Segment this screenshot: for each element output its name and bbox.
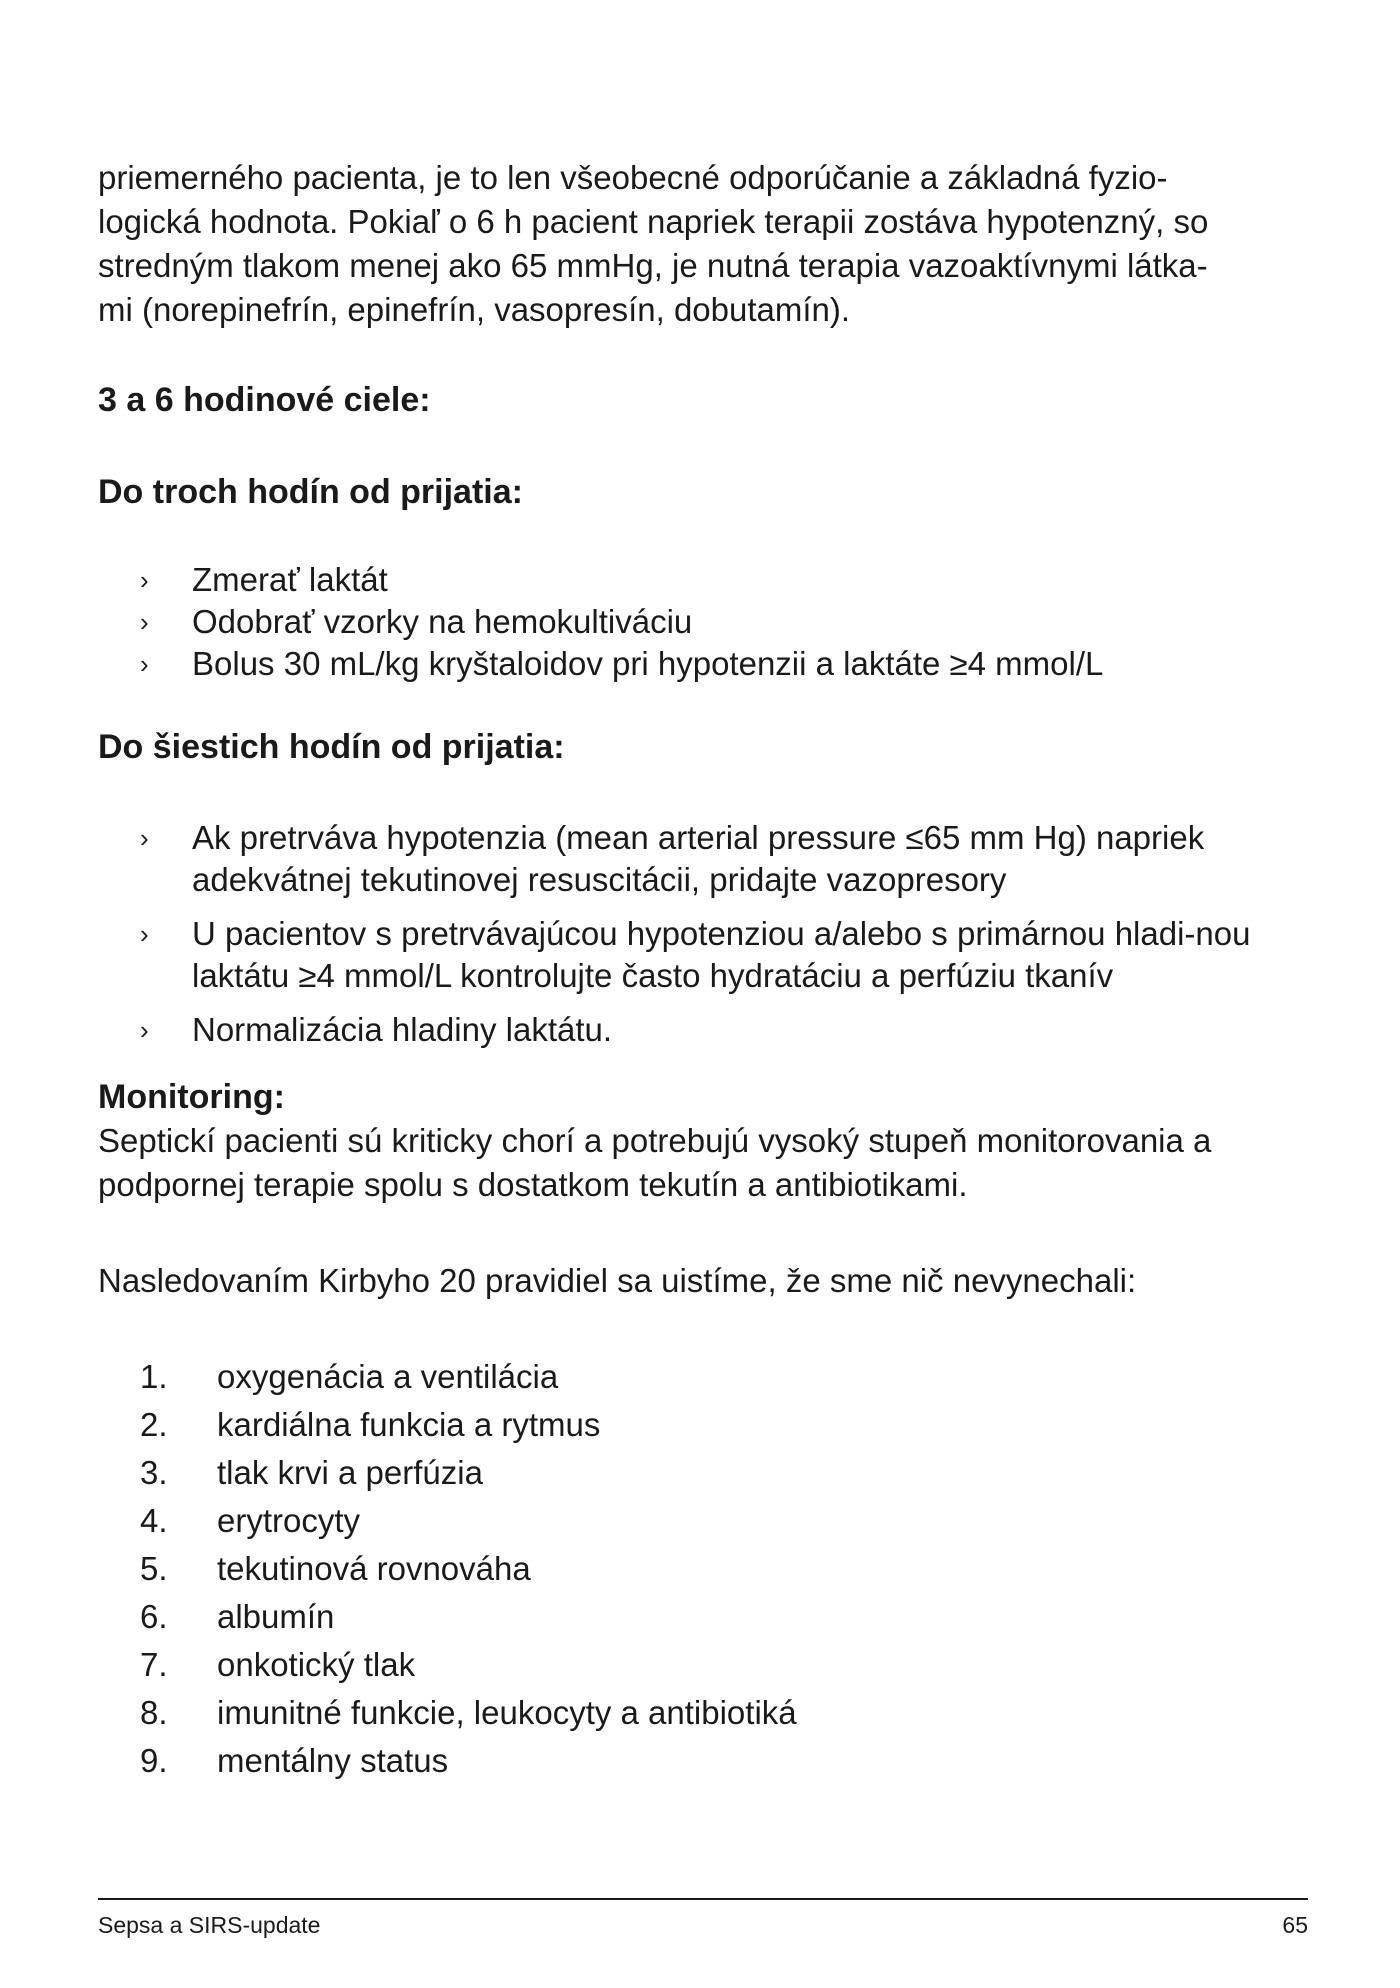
goals-heading: 3 a 6 hodinové ciele: <box>98 381 431 419</box>
list-item <box>98 1449 1308 1497</box>
list-item <box>98 1641 1308 1689</box>
list-item <box>98 1737 1308 1785</box>
bullet-marker: › <box>140 1015 149 1045</box>
intro-line: logická hodnota. Pokiaľ o 6 h pacient napriek terapii zostáva hypotenzný, so <box>98 203 1209 240</box>
list-item-text: U pacientov s pretrvávajúcou hypotenziou a/alebo s primárnou hladi-nou laktátu ≥4 mmol/L kontrolujte často hydratáciu a perfúziu tkanív <box>192 915 1251 994</box>
list-number: 4. <box>140 1502 168 1539</box>
list-item-text: erytrocyty <box>217 1502 361 1539</box>
page-footer <box>98 1898 1308 1940</box>
kirby-intro-paragraph: Nasledovaním Kirbyho 20 pravidiel sa uistíme, že sme nič nevynechali: <box>98 1262 1137 1299</box>
list-item-text: oxygenácia a ventilácia <box>217 1358 559 1395</box>
bullet-marker: › <box>140 565 149 595</box>
list-number: 2. <box>140 1406 168 1443</box>
intro-paragraph <box>98 156 1308 332</box>
list-item-text: kardiálna funkcia a rytmus <box>217 1406 601 1443</box>
list-item <box>98 643 1308 685</box>
list-number: 3. <box>140 1454 168 1491</box>
bullet-marker: › <box>140 607 149 637</box>
page-content <box>98 156 1308 1785</box>
list-item <box>98 1353 1308 1401</box>
list-number: 7. <box>140 1646 168 1683</box>
list-item-text: Odobrať vzorky na hemokultiváciu <box>192 603 693 640</box>
bullet-marker: › <box>140 823 149 853</box>
monitoring-paragraph: Septickí pacienti sú kriticky chorí a potrebujú vysoký stupeň monitorovania a podpornej terapie spolu s dostatkom tekutín a antibiotikami. <box>98 1122 1212 1203</box>
list-item <box>98 1401 1308 1449</box>
list-item-text: Zmerať laktát <box>192 561 388 598</box>
list-item <box>98 559 1308 601</box>
list-item <box>98 1545 1308 1593</box>
list-number: 5. <box>140 1550 168 1587</box>
list-item-text: albumín <box>217 1598 335 1635</box>
three-hours-list <box>98 559 1308 685</box>
page-number: 65 <box>1282 1912 1308 1938</box>
list-item-text: imunitné funkcie, leukocyty a antibiotiká <box>217 1694 797 1731</box>
six-hours-heading: Do šiestich hodín od prijatia: <box>98 728 565 766</box>
list-item <box>98 817 1308 901</box>
list-item-text: tekutinová rovnováha <box>217 1550 531 1587</box>
intro-line: stredným tlakom menej ako 65 mmHg, je nutná terapia vazoaktívnymi látka- <box>98 247 1208 284</box>
monitoring-heading: Monitoring: <box>98 1078 285 1116</box>
list-item-text: Ak pretrváva hypotenzia (mean arterial pressure ≤65 mm Hg) napriek adekvátnej tekutinovej resuscitácii, pridajte vazopresory <box>192 819 1205 898</box>
six-hours-list <box>98 817 1308 1051</box>
footer-title: Sepsa a SIRS-update <box>98 1912 321 1938</box>
list-item <box>98 1689 1308 1737</box>
list-item <box>98 1009 1308 1051</box>
intro-line: mi (norepinefrín, epinefrín, vasopresín, dobutamín). <box>98 291 851 328</box>
intro-line: priemerného pacienta, je to len všeobecné odporúčanie a základná fyzio- <box>98 159 1168 196</box>
three-hours-heading: Do troch hodín od prijatia: <box>98 473 523 511</box>
bullet-marker: › <box>140 649 149 679</box>
list-item <box>98 601 1308 643</box>
list-item-text: onkotický tlak <box>217 1646 416 1683</box>
bullet-marker: › <box>140 919 149 949</box>
list-item-text: tlak krvi a perfúzia <box>217 1454 483 1491</box>
list-item <box>98 913 1308 997</box>
list-item-text: mentálny status <box>217 1742 449 1779</box>
list-item-text: Bolus 30 mL/kg kryštaloidov pri hypotenzii a laktáte ≥4 mmol/L <box>192 645 1104 682</box>
list-item-text: Normalizácia hladiny laktátu. <box>192 1011 613 1048</box>
list-number: 8. <box>140 1694 168 1731</box>
list-item <box>98 1593 1308 1641</box>
list-number: 1. <box>140 1358 168 1395</box>
list-number: 9. <box>140 1742 168 1779</box>
list-item <box>98 1497 1308 1545</box>
list-number: 6. <box>140 1598 168 1635</box>
kirby-rules-list <box>98 1353 1308 1785</box>
